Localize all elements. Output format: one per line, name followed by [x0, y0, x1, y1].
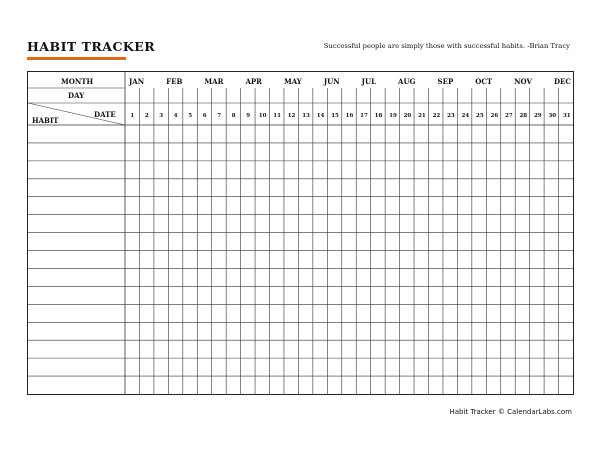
quote-text: Successful people are simply those with successful habits. -Brian Tracy — [323, 42, 570, 50]
month-sep: SEP — [437, 77, 454, 86]
date-3: 3 — [159, 113, 164, 119]
date-24: 24 — [461, 113, 470, 119]
habit-grid — [27, 71, 574, 395]
date-13: 13 — [302, 113, 310, 119]
date-9: 9 — [246, 113, 251, 119]
month-apr: APR — [245, 77, 262, 86]
date-26: 26 — [490, 113, 499, 119]
date-17: 17 — [360, 113, 368, 119]
month-dec: DEC — [553, 77, 571, 86]
page-title: HABIT TRACKER — [27, 39, 156, 54]
date-21: 21 — [418, 113, 426, 119]
date-12: 12 — [287, 113, 296, 119]
habit-label: HABIT — [32, 116, 59, 125]
month-oct: OCT — [475, 77, 493, 86]
month-jan: JAN — [129, 77, 145, 86]
date-7: 7 — [217, 113, 222, 119]
month-aug: AUG — [398, 77, 416, 86]
date-30: 30 — [548, 113, 557, 119]
month-label: MONTH — [61, 77, 94, 86]
month-jul: JUL — [361, 77, 376, 86]
date-4: 4 — [173, 113, 178, 119]
date-28: 28 — [519, 113, 528, 119]
date-29: 29 — [533, 113, 542, 119]
date-15: 15 — [331, 113, 339, 119]
date-18: 18 — [374, 113, 383, 119]
date-14: 14 — [316, 113, 325, 119]
date-row — [125, 107, 574, 125]
date-5: 5 — [188, 113, 193, 119]
date-31: 31 — [562, 113, 571, 119]
date-23: 23 — [447, 113, 455, 119]
date-22: 22 — [432, 113, 441, 119]
date-25: 25 — [476, 113, 484, 119]
date-8: 8 — [231, 113, 236, 119]
month-may: MAY — [283, 77, 302, 86]
date-1: 1 — [130, 113, 135, 119]
month-feb: FEB — [166, 77, 183, 86]
month-jun: JUN — [323, 77, 340, 86]
date-6: 6 — [202, 113, 207, 119]
date-16: 16 — [345, 113, 354, 119]
date-20: 20 — [403, 113, 412, 119]
date-2: 2 — [144, 113, 149, 119]
month-mar: MAR — [204, 77, 224, 86]
footer-credit: Habit Tracker © CalendarLabs.com — [449, 408, 572, 416]
month-row — [125, 77, 571, 87]
date-10: 10 — [258, 113, 267, 119]
date-27: 27 — [505, 113, 513, 119]
day-label: DAY — [68, 91, 85, 100]
month-nov: NOV — [514, 77, 532, 86]
date-11: 11 — [273, 113, 281, 119]
date-19: 19 — [389, 113, 397, 119]
title-underline — [27, 57, 126, 60]
date-label: DATE — [94, 110, 116, 119]
